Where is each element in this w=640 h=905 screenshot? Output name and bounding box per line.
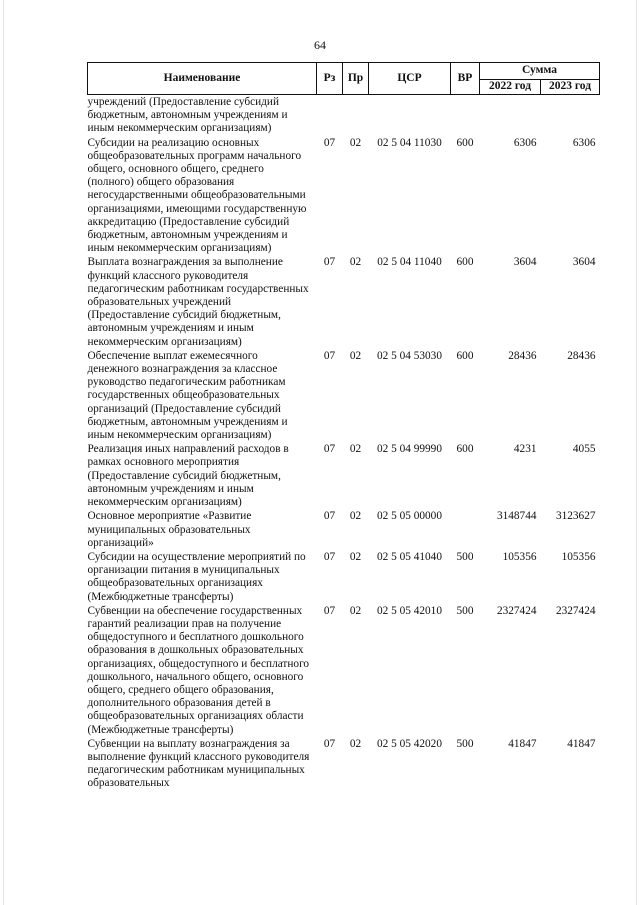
cell-y2023: 105356 [561,550,596,563]
cell-pr: 02 [349,136,362,149]
cell-y2022: 41847 [508,737,537,750]
cell-pr [343,95,369,137]
cell-pr: 02 [349,550,362,563]
cell-y2022: 3148744 [496,510,537,523]
cell-y2023: 3604 [572,256,596,269]
cell-y2022: 28436 [508,349,537,362]
cell-vr [451,510,480,551]
cell-y2023: 4055 [572,443,596,456]
header-pr: Пр [343,63,369,95]
cell-name: Субсидии на осуществление мероприятий по организации питания в муниципальных общеобразовательных организациях (Межбюджетные трансферты) [87,550,306,603]
cell-pr: 02 [349,510,362,523]
cell-name: Обеспечение выплат ежемесячного денежного вознаграждения за классное руководство педагогическим работникам государственных общеобразовательных организаций (Предоставление субсидий бюджетным, автономным учреждениям и иным некоммерческим организациям) [87,349,288,442]
cell-name: Субвенции на выплату вознаграждения за выполнение функций классного руководителя педагогическим работникам муниципальных образовательных [87,737,310,790]
cell-rz [317,95,343,137]
cell-csr: 02 5 04 11030 [377,136,442,149]
table-row [88,738,600,792]
cell-rz: 07 [323,349,336,362]
cell-name: Выплата вознаграждения за выполнение функций классного руководителя педагогическим работникам государственных образовательных учреждений (Предоставление субсидий бюджетным, автономным учреждениям и иным некоммерческим организациям) [87,256,309,348]
cell-rz: 07 [323,510,336,523]
cell-y2022: 6306 [513,136,537,149]
cell-y2022: 105356 [502,550,537,563]
cell-csr: 02 5 05 41040 [377,550,442,563]
cell-csr: 02 5 05 42020 [377,737,442,750]
cell-y2023: 28436 [567,349,596,362]
cell-vr: 600 [456,136,474,149]
cell-vr: 500 [456,604,474,617]
header-rz: Рз [317,63,343,95]
cell-y2023: 2327424 [555,604,596,617]
cell-y2022 [480,95,541,137]
cell-csr: 02 5 05 00000 [377,510,442,523]
cell-vr: 600 [456,256,474,269]
header-csr: ЦСР [369,63,451,95]
table-row [88,443,600,510]
cell-rz: 07 [323,256,336,269]
cell-y2022: 3604 [513,256,537,269]
cell-y2023: 6306 [572,136,596,149]
cell-csr: 02 5 05 42010 [377,604,442,617]
cell-vr: 500 [456,550,474,563]
page-number: 64 [314,38,326,52]
cell-csr: 02 5 04 53030 [377,349,442,362]
cell-csr: 02 5 04 99990 [377,443,442,456]
table-row [88,510,600,551]
table-row [88,551,600,605]
cell-y2022: 2327424 [496,604,537,617]
cell-name: Субвенции на обеспечение государственных гарантий реализации прав на получение общедоступного и бесплатного дошкольного образования в дошкольных образовательных организациях, общедоступного и бесплатного дошкольного, начального общего, основного общего, среднего общего образования, дополнительного образования детей в общеобразовательных организациях области (Межбюджетные трансферты) [87,604,310,736]
cell-csr: 02 5 04 11040 [377,256,442,269]
cell-name: учреждений (Предоставление субсидий бюджетным, автономным учреждениям и иным некоммерческим организациям) [87,96,288,135]
cell-y2023: 3123627 [555,510,596,523]
cell-pr: 02 [349,604,362,617]
header-name: Наименование [88,63,317,95]
cell-vr: 600 [456,443,474,456]
header-year-2023: 2023 год [541,80,600,95]
cell-y2023 [541,95,600,137]
cell-y2022: 4231 [513,443,537,456]
cell-vr: 500 [456,737,474,750]
cell-name: Реализация иных направлений расходов в рамках основного мероприятия (Предоставление субсидий бюджетным, автономным учреждениям и иным некоммерческим организациям) [87,443,289,509]
header-vr: ВР [451,63,480,95]
cell-y2023: 41847 [567,737,596,750]
cell-csr [369,95,451,137]
header-sum: Сумма [480,63,600,80]
cell-rz: 07 [323,136,336,149]
scan-edge-left [3,0,4,905]
cell-pr: 02 [349,737,362,750]
scan-edge-right [636,0,637,905]
table-header [88,63,600,95]
table-row [88,256,600,349]
cell-pr: 02 [349,256,362,269]
budget-table [87,62,600,792]
cell-pr: 02 [349,349,362,362]
table-row [88,350,600,443]
cell-rz: 07 [323,443,336,456]
cell-name: Субсидии на реализацию основных общеобразовательных программ начального общего, основного общего, среднего (полного) общего образования негосударственными общеобразовательными организациями, имеющими государственную аккредитацию (Предоставление субсидий бюджетным, автономным учреждениям и иным некоммерческим организациям) [87,136,307,255]
cell-pr: 02 [349,443,362,456]
header-year-2022: 2022 год [480,80,541,95]
table-row [88,605,600,738]
table-row [88,95,600,137]
table-body [88,95,600,792]
cell-name: Основное мероприятие «Развитие муниципальных образовательных организаций» [87,510,252,549]
cell-rz: 07 [323,604,336,617]
cell-vr: 600 [456,349,474,362]
cell-vr [451,95,480,137]
table-row [88,137,600,257]
cell-rz: 07 [323,737,336,750]
cell-rz: 07 [323,550,336,563]
